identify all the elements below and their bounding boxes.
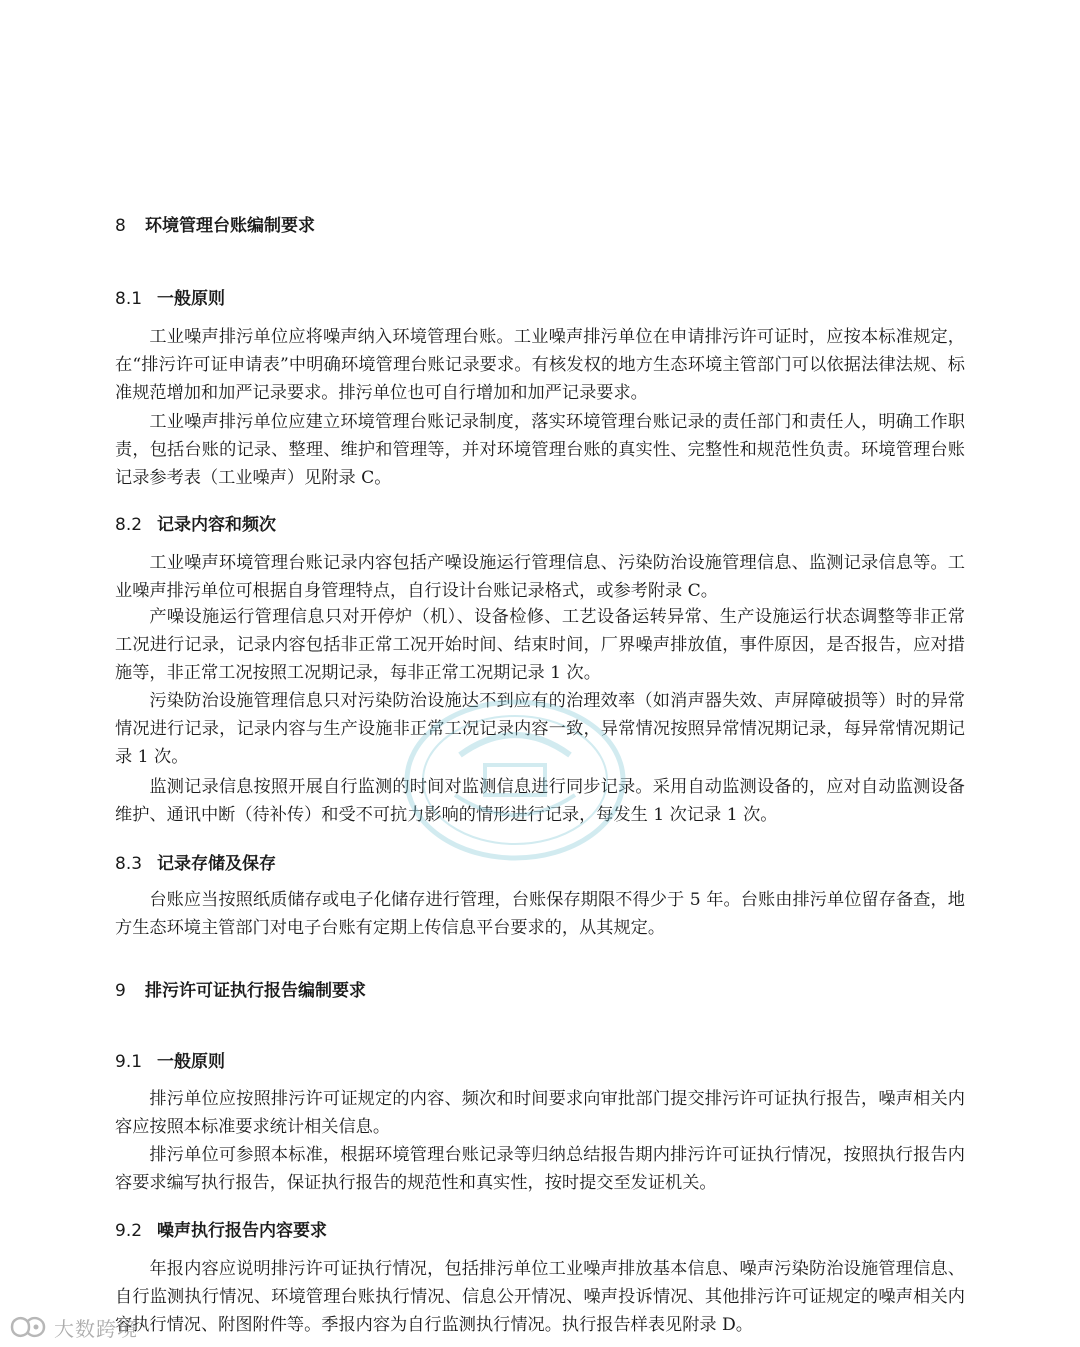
section-number: 8.1 [115, 289, 143, 309]
section-title: 记录存储及保存 [157, 854, 276, 874]
brand-logo-icon [8, 1313, 48, 1341]
paragraph: 年报内容应说明排污许可证执行情况，包括排污单位工业噪声排放基本信息、噪声污染防治设施管理信息、自行监测执行情况、环境管理台账执行情况、信息公开情况、噪声投诉情况、其他排污许可证规定的噪声相关内容执行情况、附图附件等。季报内容为自行监测执行情况。执行报告样表见附录 D。 [115, 1259, 965, 1335]
section-number: 9.1 [115, 1052, 143, 1072]
section-number: 8.2 [115, 515, 143, 535]
section-8-1-heading [115, 284, 225, 309]
paragraph: 工业噪声排污单位应将噪声纳入环境管理台账。工业噪声排污单位在申请排污许可证时，应按本标准规定，在“排污许可证申请表”中明确环境管理台账记录要求。有核发权的地方生态环境主管部门可以依据法律法规、标准规范增加和加严记录要求。排污单位也可自行增加和加严记录要求。 [115, 327, 965, 403]
brand-logo [8, 1312, 138, 1342]
paragraph: 监测记录信息按照开展自行监测的时间对监测信息进行同步记录。采用自动监测设备的，应对自动监测设备维护、通讯中断（待补传）和受不可抗力影响的情形进行记录，每发生 1 次记录 1 次。 [115, 777, 965, 825]
section-title: 排污许可证执行报告编制要求 [145, 981, 366, 1001]
paragraph: 台账应当按照纸质储存或电子化储存进行管理，台账保存期限不得少于 5 年。台账由排污单位留存备查，地方生态环境主管部门对电子台账有定期上传信息平台要求的，从其规定。 [115, 890, 965, 938]
paragraph: 污染防治设施管理信息只对污染防治设施达不到应有的治理效率（如消声器失效、声屏障破损等）时的异常情况进行记录，记录内容与生产设施非正常工况记录内容一致，异常情况按照异常情况期记录，每异常情况期记录 1 次。 [115, 691, 965, 767]
section-title: 噪声执行报告内容要求 [157, 1221, 327, 1241]
section-number: 9.2 [115, 1221, 143, 1241]
section-number: 9 [115, 981, 126, 1001]
brand-logo-text: 大数跨境 [54, 1316, 138, 1341]
paragraph: 排污单位应按照排污许可证规定的内容、频次和时间要求向审批部门提交排污许可证执行报告，噪声相关内容应按照本标准要求统计相关信息。 [115, 1089, 965, 1137]
section-8-3-heading [115, 849, 276, 874]
section-title: 记录内容和频次 [157, 515, 276, 535]
section-number: 8 [115, 216, 126, 236]
section-9-2-heading [115, 1216, 327, 1241]
section-title: 一般原则 [157, 289, 225, 309]
paragraph: 产噪设施运行管理信息只对开停炉（机）、设备检修、工艺设备运转异常、生产设施运行状态调整等非正常工况进行记录，记录内容包括非正常工况开始时间、结束时间，厂界噪声排放值，事件原因，是否报告，应对措施等，非正常工况按照工况期记录，每非正常工况期记录 1 次。 [115, 607, 965, 683]
paragraph: 排污单位可参照本标准，根据环境管理台账记录等归纳总结报告期内排污许可证执行情况，按照执行报告内容要求编写执行报告，保证执行报告的规范性和真实性，按时提交至发证机关。 [115, 1145, 965, 1193]
section-title: 环境管理台账编制要求 [145, 216, 315, 236]
stamp-watermark-icon [400, 695, 630, 865]
paragraph: 工业噪声排污单位应建立环境管理台账记录制度，落实环境管理台账记录的责任部门和责任人，明确工作职责，包括台账的记录、整理、维护和管理等，并对环境管理台账的真实性、完整性和规范性负责。环境管理台账记录参考表（工业噪声）见附录 C。 [115, 412, 965, 488]
section-title: 一般原则 [157, 1052, 225, 1072]
section-8-heading [115, 211, 315, 236]
section-number: 8.3 [115, 854, 143, 874]
section-8-2-heading [115, 510, 276, 535]
section-9-heading [115, 976, 366, 1001]
section-9-1-heading [115, 1047, 225, 1072]
paragraph: 工业噪声环境管理台账记录内容包括产噪设施运行管理信息、污染防治设施管理信息、监测记录信息等。工业噪声排污单位可根据自身管理特点，自行设计台账记录格式，或参考附录 C。 [115, 553, 965, 601]
